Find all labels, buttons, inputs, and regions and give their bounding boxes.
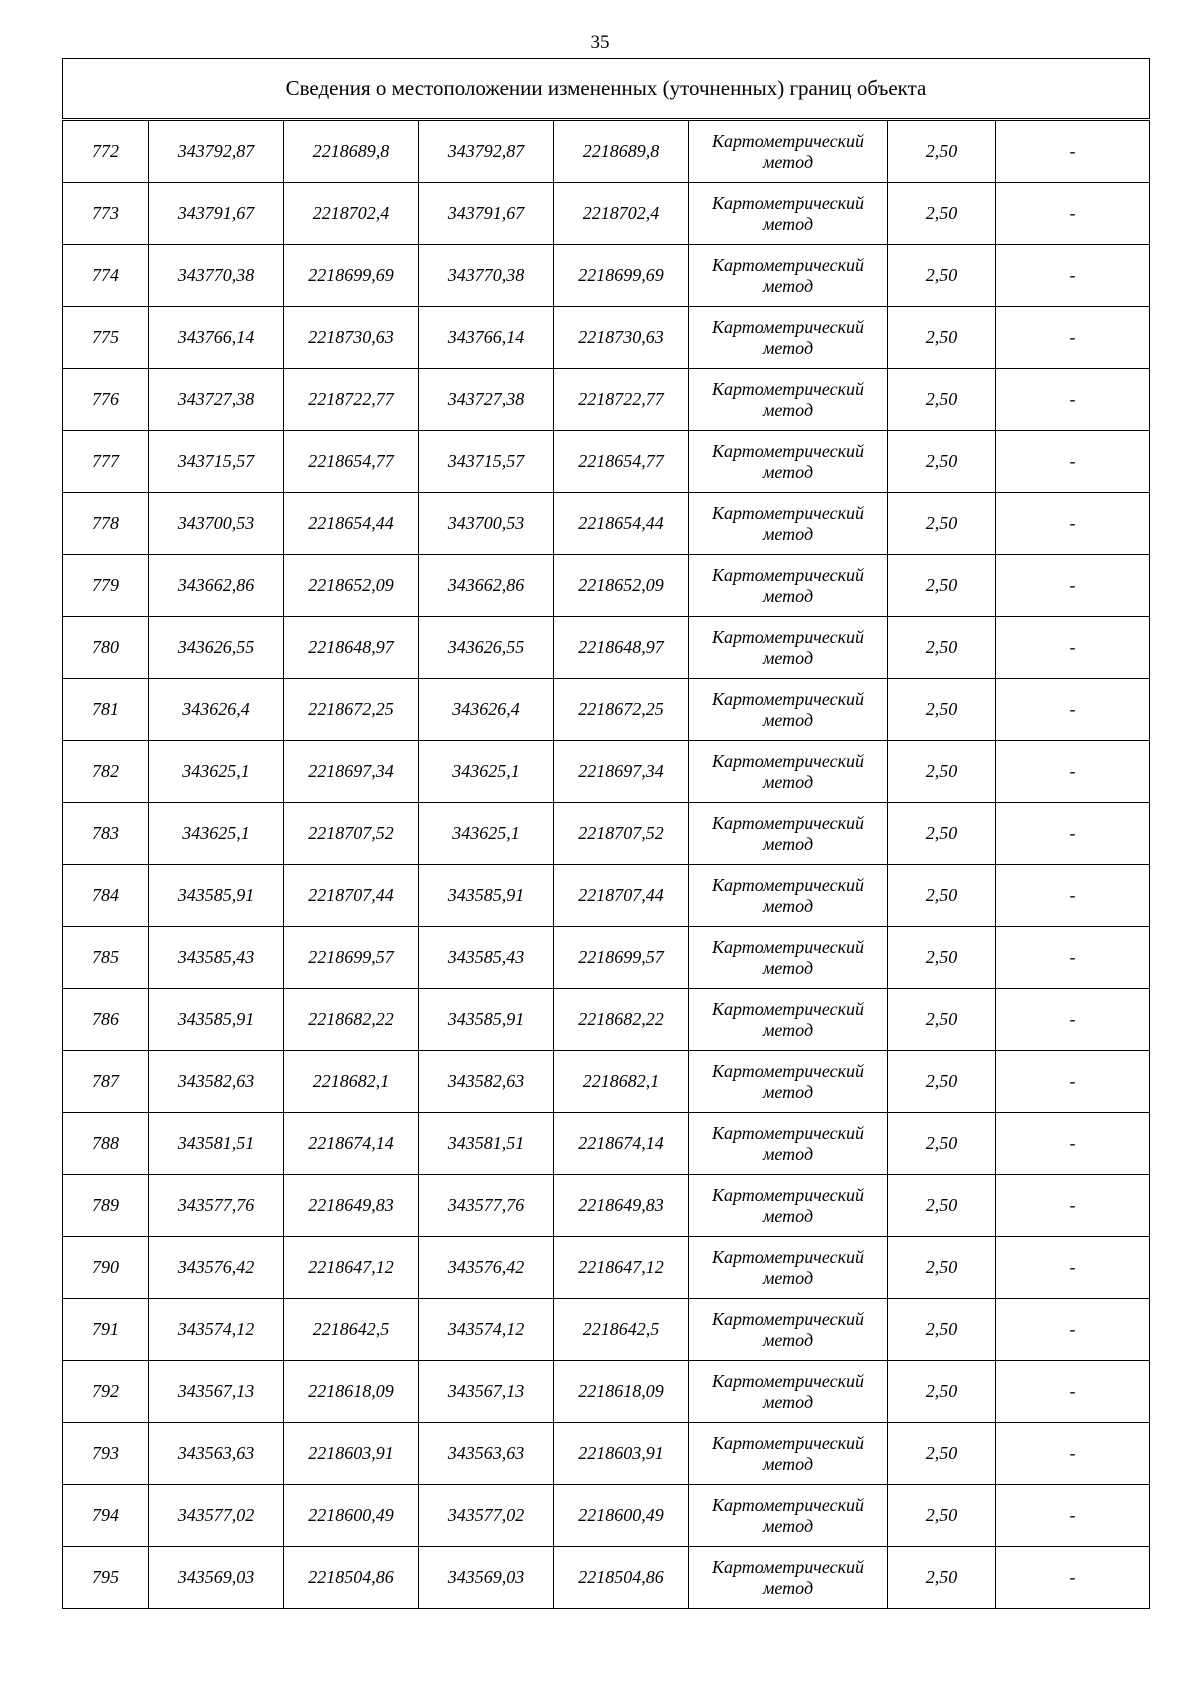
point-number-cell: 775 — [63, 307, 149, 369]
refined-x-cell: 343700,53 — [419, 493, 554, 555]
method-cell — [689, 183, 888, 245]
existing-x-cell: 343574,12 — [149, 1299, 284, 1361]
existing-y-cell: 2218674,14 — [284, 1113, 419, 1175]
point-number-cell: 783 — [63, 803, 149, 865]
existing-x-cell: 343585,43 — [149, 927, 284, 989]
note-cell: - — [996, 679, 1150, 741]
point-number-cell: 782 — [63, 741, 149, 803]
existing-y-cell: 2218699,69 — [284, 245, 419, 307]
point-number-cell: 773 — [63, 183, 149, 245]
accuracy-cell: 2,50 — [888, 1361, 996, 1423]
refined-x-cell: 343585,91 — [419, 989, 554, 1051]
method-line1: Картометрический — [711, 1432, 864, 1453]
table-row — [63, 1175, 1150, 1237]
refined-y-cell: 2218600,49 — [554, 1485, 689, 1547]
method-line1: Картометрический — [711, 1246, 864, 1267]
method-cell — [689, 1547, 888, 1609]
method-cell — [689, 1051, 888, 1113]
boundary-coordinates-table — [62, 58, 1150, 1609]
method-line2: метод — [762, 1577, 814, 1598]
point-number-cell: 781 — [63, 679, 149, 741]
method-line1: Картометрический — [711, 378, 864, 399]
method-line2: метод — [762, 337, 814, 358]
method-line2: метод — [762, 585, 814, 606]
method-line2: метод — [762, 1515, 814, 1536]
note-cell: - — [996, 183, 1150, 245]
method-cell — [689, 803, 888, 865]
refined-y-cell: 2218652,09 — [554, 555, 689, 617]
note-cell: - — [996, 1237, 1150, 1299]
refined-y-cell: 2218672,25 — [554, 679, 689, 741]
method-cell — [689, 1299, 888, 1361]
table-row — [63, 1423, 1150, 1485]
existing-y-cell: 2218707,52 — [284, 803, 419, 865]
existing-x-cell: 343727,38 — [149, 369, 284, 431]
existing-x-cell: 343567,13 — [149, 1361, 284, 1423]
refined-y-cell: 2218504,86 — [554, 1547, 689, 1609]
refined-x-cell: 343727,38 — [419, 369, 554, 431]
point-number-cell: 772 — [63, 120, 149, 183]
method-line2: метод — [762, 461, 814, 482]
refined-x-cell: 343567,13 — [419, 1361, 554, 1423]
accuracy-cell: 2,50 — [888, 803, 996, 865]
point-number-cell: 794 — [63, 1485, 149, 1547]
existing-y-cell: 2218702,4 — [284, 183, 419, 245]
note-cell: - — [996, 741, 1150, 803]
method-cell — [689, 245, 888, 307]
method-cell — [689, 369, 888, 431]
method-line1: Картометрический — [711, 688, 864, 709]
existing-y-cell: 2218647,12 — [284, 1237, 419, 1299]
point-number-cell: 793 — [63, 1423, 149, 1485]
note-cell: - — [996, 307, 1150, 369]
refined-x-cell: 343577,76 — [419, 1175, 554, 1237]
refined-x-cell: 343791,67 — [419, 183, 554, 245]
refined-x-cell: 343626,55 — [419, 617, 554, 679]
point-number-cell: 780 — [63, 617, 149, 679]
accuracy-cell: 2,50 — [888, 1485, 996, 1547]
method-line1: Картометрический — [711, 1122, 864, 1143]
table-row — [63, 1237, 1150, 1299]
method-line1: Картометрический — [711, 750, 864, 771]
method-cell — [689, 617, 888, 679]
existing-x-cell: 343766,14 — [149, 307, 284, 369]
method-line2: метод — [762, 399, 814, 420]
existing-y-cell: 2218648,97 — [284, 617, 419, 679]
refined-y-cell: 2218642,5 — [554, 1299, 689, 1361]
accuracy-cell: 2,50 — [888, 1113, 996, 1175]
existing-y-cell: 2218603,91 — [284, 1423, 419, 1485]
refined-y-cell: 2218674,14 — [554, 1113, 689, 1175]
accuracy-cell: 2,50 — [888, 1051, 996, 1113]
note-cell: - — [996, 120, 1150, 183]
method-line2: метод — [762, 1267, 814, 1288]
table-row — [63, 741, 1150, 803]
method-cell — [689, 679, 888, 741]
method-line2: метод — [762, 709, 814, 730]
method-line2: метод — [762, 647, 814, 668]
point-number-cell: 787 — [63, 1051, 149, 1113]
existing-x-cell: 343577,02 — [149, 1485, 284, 1547]
existing-y-cell: 2218682,1 — [284, 1051, 419, 1113]
accuracy-cell: 2,50 — [888, 245, 996, 307]
table-row — [63, 1051, 1150, 1113]
note-cell: - — [996, 989, 1150, 1051]
existing-x-cell: 343569,03 — [149, 1547, 284, 1609]
point-number-cell: 795 — [63, 1547, 149, 1609]
existing-y-cell: 2218504,86 — [284, 1547, 419, 1609]
method-line1: Картометрический — [711, 812, 864, 833]
existing-y-cell: 2218697,34 — [284, 741, 419, 803]
existing-x-cell: 343625,1 — [149, 803, 284, 865]
accuracy-cell: 2,50 — [888, 307, 996, 369]
existing-x-cell: 343585,91 — [149, 989, 284, 1051]
refined-y-cell: 2218647,12 — [554, 1237, 689, 1299]
note-cell: - — [996, 803, 1150, 865]
table-row — [63, 183, 1150, 245]
existing-x-cell: 343625,1 — [149, 741, 284, 803]
method-line1: Картометрический — [711, 1556, 864, 1577]
accuracy-cell: 2,50 — [888, 617, 996, 679]
point-number-cell: 778 — [63, 493, 149, 555]
table-row — [63, 679, 1150, 741]
note-cell: - — [996, 617, 1150, 679]
refined-y-cell: 2218730,63 — [554, 307, 689, 369]
point-number-cell: 774 — [63, 245, 149, 307]
existing-y-cell: 2218652,09 — [284, 555, 419, 617]
method-cell — [689, 307, 888, 369]
note-cell: - — [996, 369, 1150, 431]
note-cell: - — [996, 1547, 1150, 1609]
method-line2: метод — [762, 523, 814, 544]
method-line1: Картометрический — [711, 254, 864, 275]
table-row — [63, 245, 1150, 307]
accuracy-cell: 2,50 — [888, 431, 996, 493]
refined-x-cell: 343581,51 — [419, 1113, 554, 1175]
table-row — [63, 1361, 1150, 1423]
accuracy-cell: 2,50 — [888, 369, 996, 431]
note-cell: - — [996, 1051, 1150, 1113]
note-cell: - — [996, 493, 1150, 555]
method-line2: метод — [762, 1391, 814, 1412]
existing-x-cell: 343626,55 — [149, 617, 284, 679]
method-cell — [689, 431, 888, 493]
method-line2: метод — [762, 1329, 814, 1350]
method-line1: Картометрический — [711, 502, 864, 523]
method-cell — [689, 1175, 888, 1237]
existing-y-cell: 2218642,5 — [284, 1299, 419, 1361]
refined-x-cell: 343585,91 — [419, 865, 554, 927]
method-line1: Картометрический — [711, 936, 864, 957]
refined-y-cell: 2218649,83 — [554, 1175, 689, 1237]
refined-x-cell: 343662,86 — [419, 555, 554, 617]
refined-x-cell: 343625,1 — [419, 803, 554, 865]
table-row — [63, 307, 1150, 369]
refined-y-cell: 2218603,91 — [554, 1423, 689, 1485]
note-cell: - — [996, 1175, 1150, 1237]
refined-x-cell: 343574,12 — [419, 1299, 554, 1361]
accuracy-cell: 2,50 — [888, 1299, 996, 1361]
existing-x-cell: 343585,91 — [149, 865, 284, 927]
method-cell — [689, 741, 888, 803]
refined-y-cell: 2218682,1 — [554, 1051, 689, 1113]
method-line2: метод — [762, 957, 814, 978]
method-line2: метод — [762, 771, 814, 792]
table-row — [63, 1299, 1150, 1361]
method-line2: метод — [762, 1205, 814, 1226]
method-cell — [689, 493, 888, 555]
table-row — [63, 120, 1150, 183]
refined-x-cell: 343585,43 — [419, 927, 554, 989]
method-cell — [689, 555, 888, 617]
method-line1: Картометрический — [711, 316, 864, 337]
refined-y-cell: 2218618,09 — [554, 1361, 689, 1423]
method-line2: метод — [762, 213, 814, 234]
point-number-cell: 789 — [63, 1175, 149, 1237]
existing-y-cell: 2218699,57 — [284, 927, 419, 989]
note-cell: - — [996, 555, 1150, 617]
method-line2: метод — [762, 275, 814, 296]
existing-x-cell: 343563,63 — [149, 1423, 284, 1485]
existing-x-cell: 343662,86 — [149, 555, 284, 617]
existing-y-cell: 2218689,8 — [284, 120, 419, 183]
existing-y-cell: 2218649,83 — [284, 1175, 419, 1237]
refined-y-cell: 2218707,52 — [554, 803, 689, 865]
existing-x-cell: 343626,4 — [149, 679, 284, 741]
accuracy-cell: 2,50 — [888, 989, 996, 1051]
refined-x-cell: 343626,4 — [419, 679, 554, 741]
method-line1: Картометрический — [711, 998, 864, 1019]
method-cell — [689, 1485, 888, 1547]
note-cell: - — [996, 927, 1150, 989]
existing-y-cell: 2218618,09 — [284, 1361, 419, 1423]
refined-x-cell: 343715,57 — [419, 431, 554, 493]
method-line1: Картометрический — [711, 440, 864, 461]
refined-x-cell: 343577,02 — [419, 1485, 554, 1547]
accuracy-cell: 2,50 — [888, 1175, 996, 1237]
refined-y-cell: 2218648,97 — [554, 617, 689, 679]
existing-x-cell: 343581,51 — [149, 1113, 284, 1175]
table-row — [63, 1113, 1150, 1175]
method-line2: метод — [762, 1453, 814, 1474]
method-line2: метод — [762, 151, 814, 172]
method-cell — [689, 1113, 888, 1175]
refined-y-cell: 2218699,69 — [554, 245, 689, 307]
note-cell: - — [996, 865, 1150, 927]
table-row — [63, 493, 1150, 555]
method-line1: Картометрический — [711, 626, 864, 647]
refined-y-cell: 2218707,44 — [554, 865, 689, 927]
note-cell: - — [996, 1113, 1150, 1175]
existing-x-cell: 343770,38 — [149, 245, 284, 307]
existing-x-cell: 343715,57 — [149, 431, 284, 493]
point-number-cell: 786 — [63, 989, 149, 1051]
table-row — [63, 927, 1150, 989]
method-line2: метод — [762, 895, 814, 916]
refined-x-cell: 343625,1 — [419, 741, 554, 803]
table-title-row — [63, 59, 1150, 120]
method-line1: Картометрический — [711, 130, 864, 151]
method-line1: Картометрический — [711, 1060, 864, 1081]
note-cell: - — [996, 1299, 1150, 1361]
existing-y-cell: 2218654,77 — [284, 431, 419, 493]
point-number-cell: 776 — [63, 369, 149, 431]
existing-y-cell: 2218722,77 — [284, 369, 419, 431]
point-number-cell: 790 — [63, 1237, 149, 1299]
accuracy-cell: 2,50 — [888, 1547, 996, 1609]
refined-x-cell: 343576,42 — [419, 1237, 554, 1299]
method-line2: метод — [762, 1143, 814, 1164]
method-line1: Картометрический — [711, 1370, 864, 1391]
accuracy-cell: 2,50 — [888, 927, 996, 989]
point-number-cell: 791 — [63, 1299, 149, 1361]
refined-x-cell: 343563,63 — [419, 1423, 554, 1485]
existing-x-cell: 343792,87 — [149, 120, 284, 183]
note-cell: - — [996, 245, 1150, 307]
method-line1: Картометрический — [711, 1494, 864, 1515]
existing-x-cell: 343700,53 — [149, 493, 284, 555]
method-line2: метод — [762, 1081, 814, 1102]
point-number-cell: 784 — [63, 865, 149, 927]
refined-x-cell: 343770,38 — [419, 245, 554, 307]
table-title: Сведения о местоположении измененных (уточненных) границ объекта — [63, 59, 1150, 120]
existing-y-cell: 2218654,44 — [284, 493, 419, 555]
note-cell: - — [996, 1361, 1150, 1423]
method-cell — [689, 927, 888, 989]
method-cell — [689, 1237, 888, 1299]
refined-y-cell: 2218697,34 — [554, 741, 689, 803]
table-row — [63, 1485, 1150, 1547]
existing-x-cell: 343582,63 — [149, 1051, 284, 1113]
existing-y-cell: 2218730,63 — [284, 307, 419, 369]
refined-x-cell: 343766,14 — [419, 307, 554, 369]
table-row — [63, 617, 1150, 679]
method-cell — [689, 120, 888, 183]
method-line1: Картометрический — [711, 1184, 864, 1205]
note-cell: - — [996, 431, 1150, 493]
accuracy-cell: 2,50 — [888, 865, 996, 927]
method-line1: Картометрический — [711, 564, 864, 585]
method-cell — [689, 989, 888, 1051]
refined-y-cell: 2218722,77 — [554, 369, 689, 431]
existing-x-cell: 343577,76 — [149, 1175, 284, 1237]
accuracy-cell: 2,50 — [888, 1237, 996, 1299]
method-line1: Картометрический — [711, 192, 864, 213]
method-cell — [689, 865, 888, 927]
refined-y-cell: 2218702,4 — [554, 183, 689, 245]
accuracy-cell: 2,50 — [888, 1423, 996, 1485]
method-line1: Картометрический — [711, 874, 864, 895]
table-row — [63, 555, 1150, 617]
table-row — [63, 431, 1150, 493]
table-row — [63, 1547, 1150, 1609]
accuracy-cell: 2,50 — [888, 679, 996, 741]
accuracy-cell: 2,50 — [888, 555, 996, 617]
table-row — [63, 369, 1150, 431]
existing-y-cell: 2218600,49 — [284, 1485, 419, 1547]
accuracy-cell: 2,50 — [888, 183, 996, 245]
point-number-cell: 788 — [63, 1113, 149, 1175]
method-cell — [689, 1361, 888, 1423]
point-number-cell: 792 — [63, 1361, 149, 1423]
refined-y-cell: 2218689,8 — [554, 120, 689, 183]
refined-y-cell: 2218682,22 — [554, 989, 689, 1051]
accuracy-cell: 2,50 — [888, 741, 996, 803]
existing-y-cell: 2218682,22 — [284, 989, 419, 1051]
existing-x-cell: 343791,67 — [149, 183, 284, 245]
accuracy-cell: 2,50 — [888, 120, 996, 183]
refined-x-cell: 343792,87 — [419, 120, 554, 183]
refined-x-cell: 343569,03 — [419, 1547, 554, 1609]
table-row — [63, 989, 1150, 1051]
existing-y-cell: 2218707,44 — [284, 865, 419, 927]
method-line1: Картометрический — [711, 1308, 864, 1329]
point-number-cell: 779 — [63, 555, 149, 617]
table-row — [63, 865, 1150, 927]
point-number-cell: 777 — [63, 431, 149, 493]
method-cell — [689, 1423, 888, 1485]
note-cell: - — [996, 1485, 1150, 1547]
point-number-cell: 785 — [63, 927, 149, 989]
refined-x-cell: 343582,63 — [419, 1051, 554, 1113]
note-cell: - — [996, 1423, 1150, 1485]
refined-y-cell: 2218654,77 — [554, 431, 689, 493]
method-line2: метод — [762, 833, 814, 854]
refined-y-cell: 2218699,57 — [554, 927, 689, 989]
table-row — [63, 803, 1150, 865]
method-line2: метод — [762, 1019, 814, 1040]
page-number: 35 — [590, 32, 610, 53]
refined-y-cell: 2218654,44 — [554, 493, 689, 555]
accuracy-cell: 2,50 — [888, 493, 996, 555]
existing-x-cell: 343576,42 — [149, 1237, 284, 1299]
existing-y-cell: 2218672,25 — [284, 679, 419, 741]
